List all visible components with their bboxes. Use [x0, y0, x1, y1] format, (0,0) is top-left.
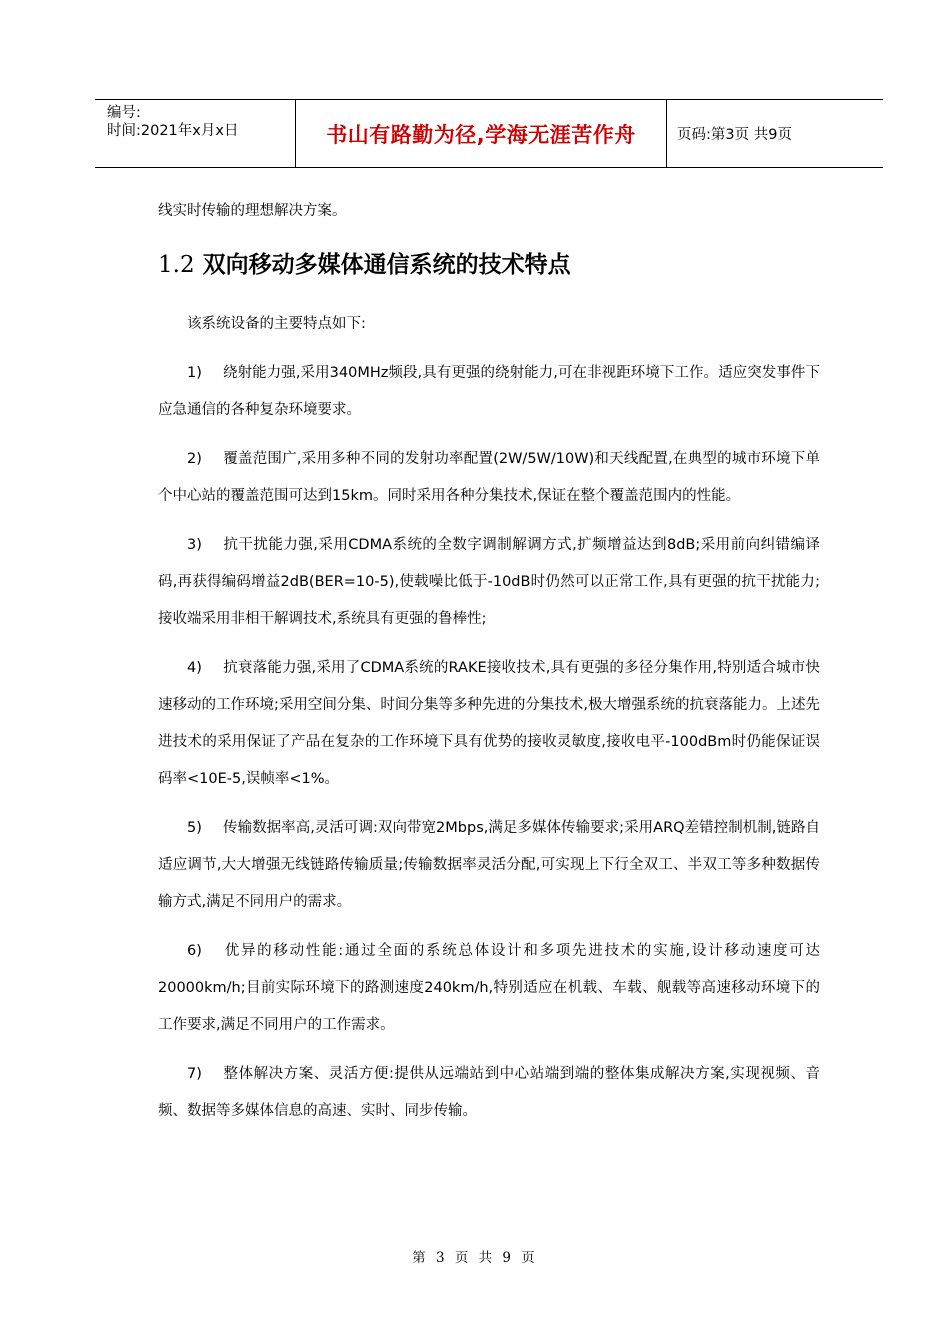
list-item	[158, 441, 820, 515]
item-number: 2)	[187, 451, 202, 467]
item-number: 6)	[187, 943, 202, 959]
continued-line: 线实时传输的理想解决方案。	[158, 203, 347, 219]
item-number: 1)	[187, 365, 202, 381]
page-footer: 第 3 页 共 9 页	[412, 1250, 538, 1266]
item-text: 绕射能力强,采用340MHz频段,具有更强的绕射能力,可在非视距环境下工作。适应突发事件下应急通信的各种复杂环境要求。	[158, 365, 820, 418]
document-body	[158, 193, 820, 1142]
item-text: 整体解决方案、灵活方便:提供从远端站到中心站端到端的整体集成解决方案,实现视频、音频、数据等多媒体信息的高速、实时、同步传输。	[158, 1066, 820, 1119]
time-label: 时间:2021年x月x日	[107, 123, 239, 139]
list-item	[158, 355, 820, 429]
code-label: 编号:	[107, 105, 141, 121]
section-number: 1.2	[158, 252, 195, 278]
header-meta-cell	[95, 100, 295, 167]
list-item	[158, 933, 820, 1044]
item-text: 覆盖范围广,采用多种不同的发射功率配置(2W/5W/10W)和天线配置,在典型的城市环境下单个中心站的覆盖范围可达到15km。同时采用各种分集技术,保证在整个覆盖范围内的性能。	[158, 451, 820, 504]
item-text: 抗衰落能力强,采用了CDMA系统的RAKE接收技术,具有更强的多径分集作用,特别适合城市快速移动的工作环境;采用空间分集、时间分集等多种先进的分集技术,极大增强系统的抗衰落能力。上述先进技术的采用保证了产品在复杂的工作环境下具有优势的接收灵敏度,接收电平-100dBm时仍能保证误码率<10E-5,误帧率<1%。	[158, 660, 820, 787]
list-item	[158, 810, 820, 921]
header-page-info: 页码:第3页 共9页	[677, 127, 792, 143]
list-item	[158, 1056, 820, 1130]
list-item	[158, 650, 820, 798]
item-number: 4)	[187, 660, 202, 676]
intro-paragraph: 该系统设备的主要特点如下:	[187, 316, 366, 332]
section-heading	[158, 246, 820, 284]
item-number: 7)	[187, 1066, 202, 1082]
item-text: 抗干扰能力强,采用CDMA系统的全数字调制解调方式,扩频增益达到8dB;采用前向纠错编译码,再获得编码增益2dB(BER=10-5),使载噪比低于-10dB时仍然可以正常工作,具有更强的抗干扰能力;接收端采用非相干解调技术,系统具有更强的鲁棒性;	[158, 537, 820, 627]
item-number: 3)	[187, 537, 202, 553]
header-motto: 书山有路勤为径,学海无涯苦作舟	[295, 100, 667, 167]
page-header	[95, 99, 883, 168]
item-number: 5)	[187, 820, 202, 836]
section-title: 双向移动多媒体通信系统的技术特点	[202, 252, 571, 278]
item-text: 优异的移动性能:通过全面的系统总体设计和多项先进技术的实施,设计移动速度可达20000km/h;目前实际环境下的路测速度240km/h,特别适应在机载、车载、舰载等高速移动环境下的工作要求,满足不同用户的工作需求。	[158, 943, 820, 1033]
list-item	[158, 527, 820, 638]
item-text: 传输数据率高,灵活可调:双向带宽2Mbps,满足多媒体传输要求;采用ARQ差错控制机制,链路自适应调节,大大增强无线链路传输质量;传输数据率灵活分配,可实现上下行全双工、半双工等多种数据传输方式,满足不同用户的需求。	[158, 820, 820, 910]
